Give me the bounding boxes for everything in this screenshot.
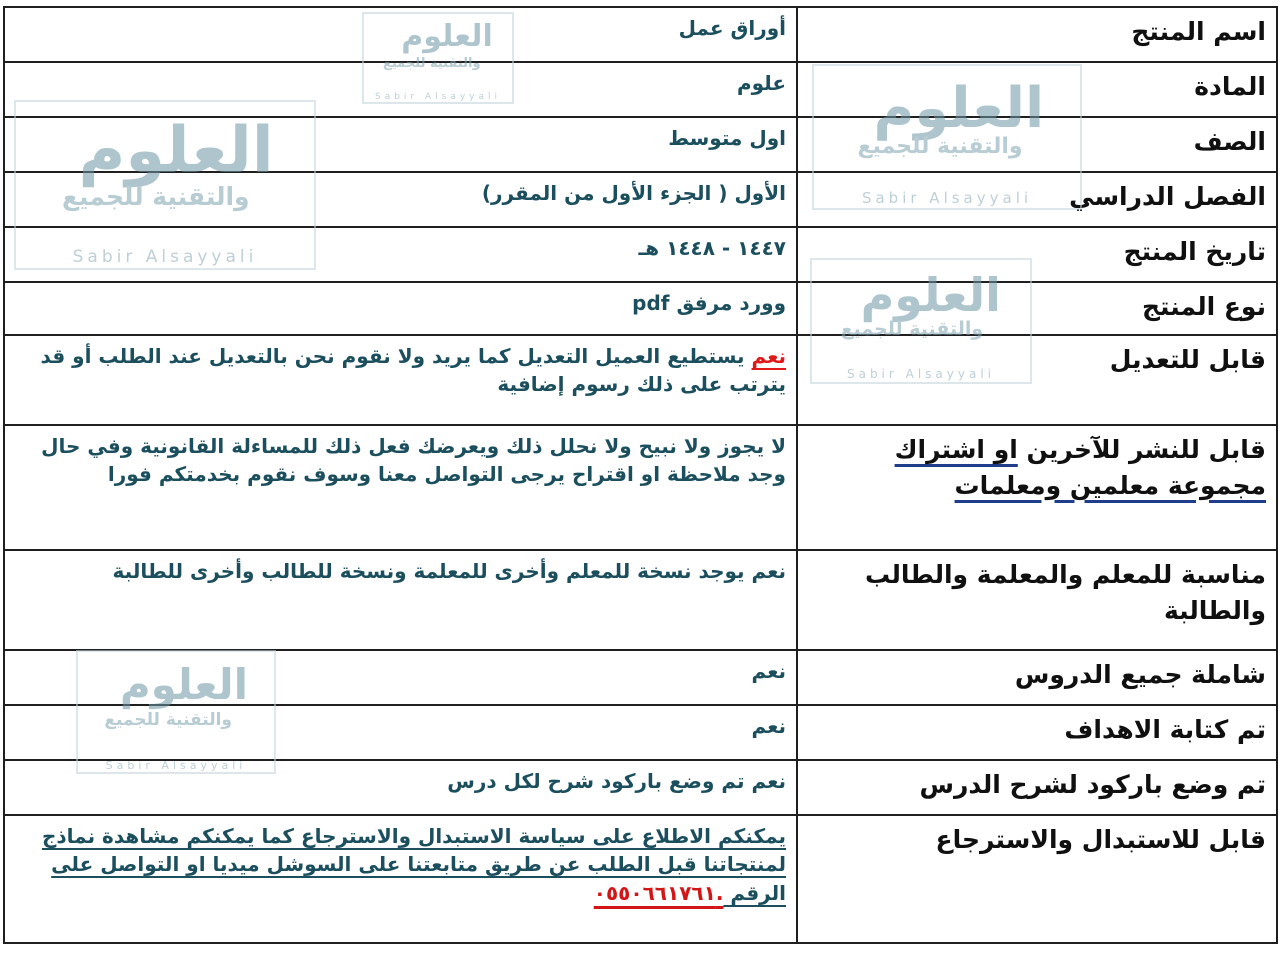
table-row bbox=[4, 7, 1277, 62]
watermark-text-en: Sabir Alsayyali bbox=[846, 367, 996, 382]
table-row bbox=[4, 815, 1277, 943]
row-value-warning: لا يجوز ولا نبيح ولا نحلل ذلك ويعرضك فعل ذلك للمساءلة القانونية وفي حال وجد ملاحظة او اقتراح يرجى التواصل معنا وسوف نقوم بخدمتكم فورا bbox=[4, 425, 797, 550]
label-part-1: قابل للنشر للآخرين bbox=[1017, 435, 1266, 464]
row-value-link[interactable] bbox=[4, 815, 797, 943]
watermark-text-en: Sabir Alsayyali bbox=[105, 758, 247, 772]
row-label: المادة bbox=[797, 62, 1277, 117]
table-row bbox=[4, 227, 1277, 282]
table-row bbox=[4, 760, 1277, 815]
row-value: اول متوسط bbox=[4, 117, 797, 172]
row-label: نوع المنتج bbox=[797, 282, 1277, 335]
row-value: الأول ( الجزء الأول من المقرر) bbox=[4, 172, 797, 227]
row-label bbox=[797, 425, 1277, 550]
row-value: وورد مرفق pdf bbox=[4, 282, 797, 335]
watermark-text-ar: العلوم bbox=[860, 268, 1001, 323]
row-label: قابل للاستبدال والاسترجاع bbox=[797, 815, 1277, 943]
row-label: تم وضع باركود لشرح الدرس bbox=[797, 760, 1277, 815]
table-row bbox=[4, 550, 1277, 650]
watermark-text-ar: العلوم bbox=[119, 659, 248, 709]
watermark-text-ar-2: والتقنية للجميع bbox=[61, 181, 250, 211]
value-text: يستطيع العميل التعديل كما يريد ولا نقوم نحن بالتعديل عند الطلب أو قد يترتب على ذلك رسوم إضافية bbox=[40, 344, 786, 397]
watermark-text-ar: العلوم bbox=[401, 19, 493, 55]
table-row bbox=[4, 172, 1277, 227]
watermark-text-en: Sabir Alsayyali bbox=[72, 246, 258, 267]
row-label: شاملة جميع الدروس bbox=[797, 650, 1277, 705]
row-value: نعم bbox=[4, 650, 797, 705]
row-value: نعم bbox=[4, 705, 797, 760]
row-value: أوراق عمل bbox=[4, 7, 797, 62]
watermark-text-en: Sabir Alsayyali bbox=[861, 189, 1033, 208]
watermark-text-ar: العلوم bbox=[873, 75, 1045, 141]
row-value: ١٤٤٧ - ١٤٤٨ هـ bbox=[4, 227, 797, 282]
row-label: مناسبة للمعلم والمعلمة والطالب والطالبة bbox=[797, 550, 1277, 650]
table-row bbox=[4, 335, 1277, 425]
table-row bbox=[4, 425, 1277, 550]
row-label: الصف bbox=[797, 117, 1277, 172]
policy-text[interactable]: يمكنكم الاطلاع على سياسة الاستبدال والاسترجاع كما يمكنكم مشاهدة نماذج لمنتجاتنا قبل الطلب عن طريق متابعتنا على السوشل ميديا او التواصل على الرقم bbox=[41, 824, 786, 905]
row-value: نعم يوجد نسخة للمعلم وأخرى للمعلمة ونسخة للطالب وأخرى للطالبة bbox=[4, 550, 797, 650]
watermark-text-ar-2: والتقنية للجميع bbox=[857, 134, 1023, 160]
row-label: قابل للتعديل bbox=[797, 335, 1277, 425]
watermark-text-ar: العلوم bbox=[78, 113, 274, 188]
row-label: الفصل الدراسي bbox=[797, 172, 1277, 227]
watermark-text-ar-2: والتقنية للجميع bbox=[840, 318, 984, 341]
product-spec-table bbox=[3, 6, 1278, 944]
watermark-text-ar-2: والتقنية للجميع bbox=[382, 56, 481, 72]
table-row bbox=[4, 282, 1277, 335]
highlight-yes: نعم bbox=[751, 344, 786, 368]
table-row bbox=[4, 117, 1277, 172]
table-row bbox=[4, 650, 1277, 705]
row-label: اسم المنتج bbox=[797, 7, 1277, 62]
row-label: تم كتابة الاهداف bbox=[797, 705, 1277, 760]
watermark-text-ar-2: والتقنية للجميع bbox=[104, 709, 232, 730]
phone-number[interactable]: .٠٥٥٠٦٦١٧٦١ bbox=[593, 880, 724, 905]
table-row bbox=[4, 62, 1277, 117]
row-label: تاريخ المنتج bbox=[797, 227, 1277, 282]
row-value: علوم bbox=[4, 62, 797, 117]
row-value: نعم تم وضع باركود شرح لكل درس bbox=[4, 760, 797, 815]
table-row bbox=[4, 705, 1277, 760]
row-value bbox=[4, 335, 797, 425]
watermark-text-en: Sabir Alsayyali bbox=[374, 92, 502, 103]
label-part-2: او اشتراك مجموعة معلمين ومعلمات bbox=[894, 435, 1266, 500]
